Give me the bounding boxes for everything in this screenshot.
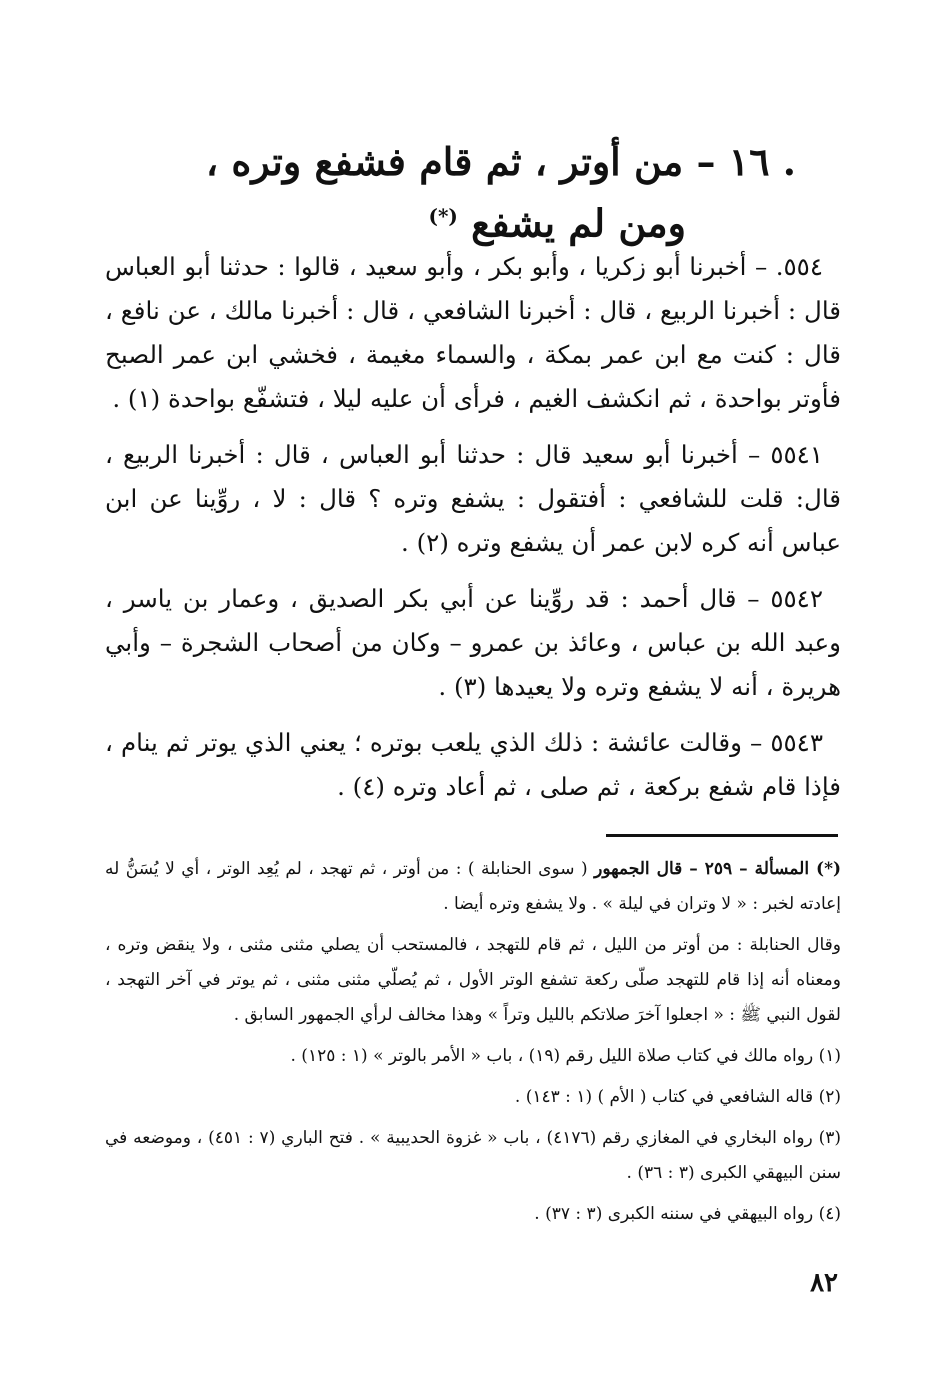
hadith-paragraph: ٥٥٤١ – أخبرنا أبو سعيد قال : حدثنا أبو العباس ، قال : أخبرنا الربيع ، قال: قلت للشافعي : أفتقول : يشفع وتره ؟ قال : لا ، روِّينا عن ابن عباس أنه كره لابن عمر أن يشفع وتره (٢) . [105, 440, 841, 557]
footnotes [105, 852, 841, 1238]
chapter-heading [110, 135, 796, 251]
footnote-item: (٤) رواه البيهقي في سننه الكبرى (٣ : ٣٧) . [534, 1204, 841, 1224]
page-number: ٨٢ [810, 1268, 838, 1298]
hadith-paragraph: ٥٥٤٣ – وقالت عائشة : ذلك الذي يلعب بوتره ؛ يعني الذي يوتر ثم ينام ، فإذا قام شفع بركعة ، ثم صلى ، ثم أعاد وتره (٤) . [105, 728, 841, 801]
footnote-item: (١) رواه مالك في كتاب صلاة الليل رقم (١٩) ، باب « الأمر بالوتر » (١ : ١٢٥) . [290, 1046, 841, 1066]
main-text [105, 245, 841, 821]
chapter-title-line2: ومن لم يشفع [471, 200, 686, 246]
footnote-star [105, 852, 841, 922]
footnote-star-text: ( سوى الحنابلة ) : من أوتر ، ثم تهجد ، لم يُعِد الوتر ، أي لا يُسَنُّ له إعادته لخبر : « لا وتران في ليلة » . ولا يشفع وتره أيضا . [105, 859, 841, 914]
footnote-star-heading: (*) المسألة – ٢٥٩ – قال الجمهور [594, 859, 842, 879]
footnote-item: (٢) قاله الشافعي في كتاب ( الأم ) (١ : ١٤٣) . [514, 1087, 841, 1107]
chapter-footnote-marker: (*) [428, 204, 458, 228]
hadith-paragraph: ٥٥٤. – أخبرنا أبو زكريا ، وأبو بكر ، وأبو سعيد ، قالوا : حدثنا أبو العباس قال : أخبرنا الربيع ، قال : أخبرنا الشافعي ، قال : أخبرنا مالك ، عن نافع ، قال : كنت مع ابن عمر بمكة ، والسماء مغيمة ، فخشي ابن عمر الصبح فأوتر بواحدة ، ثم انكشف الغيم ، فرأى أن عليه ليلا ، فتشفّع بواحدة (١) . [105, 252, 841, 413]
hadith-paragraph: ٥٥٤٢ – قال أحمد : قد روِّينا عن أبي بكر الصديق ، وعمار بن ياسر ، وعبد الله بن عباس ، وعائذ بن عمرو – وكان من أصحاب الشجرة – وأبي هريرة ، أنه لا يشفع وتره ولا يعيدها (٣) . [105, 584, 841, 701]
footnote-divider [606, 834, 838, 837]
footnote-hanabila: وقال الحنابلة : من أوتر من الليل ، ثم قام للتهجد ، فالمستحب أن يصلي مثنى مثنى ، ولا ينقض وتره ، ومعناه أنه إذا قام للتهجد صلّى ركعة تشفع الوتر الأول ، ثم يُصلّي مثنى مثنى ، ثم يوتر في آخر التهجد ، لقول النبي ﷺ : « اجعلوا آخرَ صلاتكم بالليل وتراً » وهذا مخالف لرأي الجمهور السابق . [105, 935, 841, 1025]
chapter-title-line1: . ١٦ – من أوتر ، ثم قام فشفع وتره ، [205, 139, 796, 184]
footnote-item: (٣) رواه البخاري في المغازي رقم (٤١٧٦) ، باب « غزوة الحديبية » . فتح الباري (٧ : ٤٥١) ، وموضعه في سنن البيهقي الكبرى (٣ : ٣٦) . [105, 1128, 841, 1183]
chapter-title-line2-wrap [110, 189, 686, 251]
